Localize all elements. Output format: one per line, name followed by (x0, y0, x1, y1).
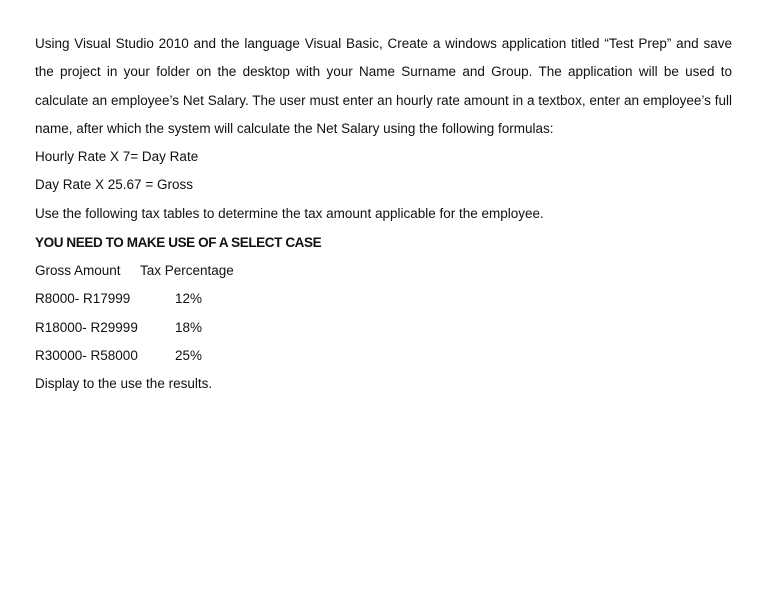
select-case-heading: YOU NEED TO MAKE USE OF A SELECT CASE (35, 235, 322, 251)
tax-row (35, 285, 732, 313)
tax-header-gross: Gross Amount (35, 263, 121, 279)
tax-range: R30000- R58000 (35, 347, 138, 363)
tax-percentage: 18% (175, 319, 203, 335)
tax-table-header (35, 257, 732, 285)
tax-percentage: 25% (175, 347, 203, 363)
tax-instruction: Use the following tax tables to determine the tax amount applicable for the employee. (35, 205, 544, 221)
tax-range: R18000- R29999 (35, 319, 138, 335)
tax-row (35, 342, 732, 370)
document-body (35, 30, 732, 399)
tax-percentage: 12% (175, 291, 203, 307)
closing-line: Display to the use the results. (35, 376, 213, 392)
tax-header-percentage: Tax Percentage (140, 263, 234, 279)
formula-gross: Day Rate X 25.67 = Gross (35, 177, 193, 193)
intro-paragraph: Using Visual Studio 2010 and the language Visual Basic, Create a windows application titled “Test Prep” and save the project in your folder on the desktop with your Name Surname and Group. The application will be used to calculate an employee’s Net Salary. The user must enter an hourly rate amount in a textbox, enter an employee’s full name, after which the system will calculate the Net Salary using the following formulas: (35, 36, 732, 136)
formula-day-rate: Hourly Rate X 7= Day Rate (35, 149, 199, 165)
tax-row (35, 314, 732, 342)
tax-range: R8000- R17999 (35, 291, 131, 307)
